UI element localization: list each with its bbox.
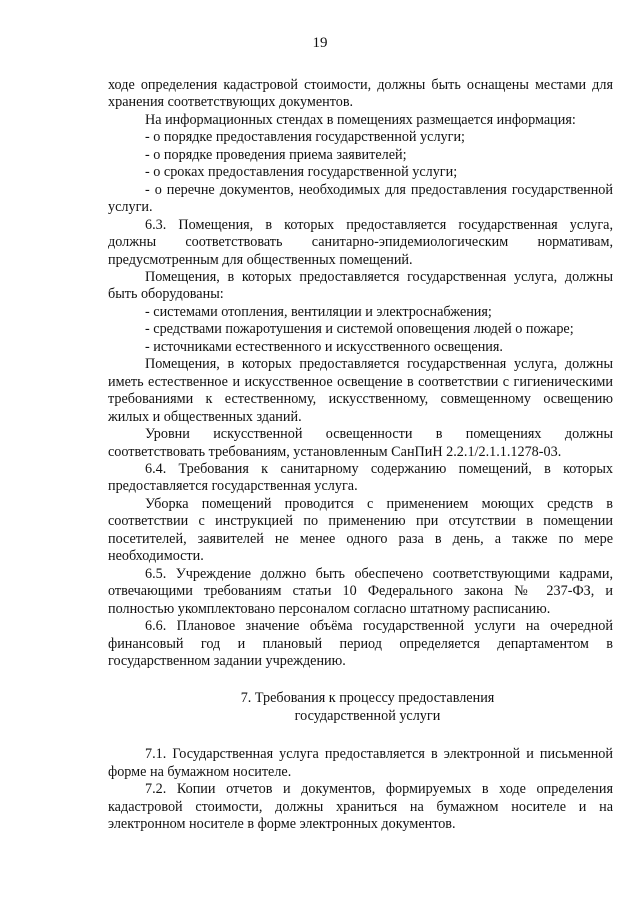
paragraph: Помещения, в которых предоставляется государственная услуга, должны иметь естественное и искусственное освещение в соответствии с гигиеническими требованиями к естественному, искусственному, совмещенному освещению жилых и общественных зданий. xyxy=(108,356,613,425)
paragraph: Уборка помещений проводится с применением моющих средств в соответствии с инструкцией по применению при отсутствии в помещении посетителей, заявителей не менее одного раза в день, а также по мере необходимости. xyxy=(108,495,613,565)
paragraph: ходе определения кадастровой стоимости, должны быть оснащены местами для хранения соответствующих документов. xyxy=(108,77,613,111)
paragraph: 6.3. Помещения, в которых предоставляется государственная услуга, должны соответствовать санитарно-эпидемиологическим нормативам, предусмотренным для общественных помещений. xyxy=(108,216,613,268)
paragraph: 6.5. Учреждение должно быть обеспечено соответствующими кадрами, отвечающими требованиям статьи 10 Федерального закона № 237-ФЗ, и полностью укомплектовано персоналом согласно штатному расписанию. xyxy=(108,565,613,617)
paragraph: 6.4. Требования к санитарному содержанию помещений, в которых предоставляется государственная услуга. xyxy=(108,460,613,495)
paragraph: - средствами пожаротушения и системой оповещения людей о пожаре; xyxy=(145,321,574,338)
section-heading-line-2: государственной услуги xyxy=(294,707,441,724)
section-heading xyxy=(108,690,613,725)
paragraph: - о перечне документов, необходимых для предоставления государственной услуги. xyxy=(108,181,613,216)
paragraph: На информационных стендах в помещениях размещается информация: xyxy=(145,111,576,128)
paragraph: Помещения, в которых предоставляется государственная услуга, должны быть оборудованы: xyxy=(108,268,613,303)
paragraph: - системами отопления, вентиляции и электроснабжения; xyxy=(145,303,492,320)
paragraph: 6.6. Плановое значение объёма государственной услуги на очередной финансовый год и плановый период определяется департаментом в государственном задании учреждению. xyxy=(108,618,613,669)
page-number: 19 xyxy=(312,35,328,51)
paragraph-block-1 xyxy=(108,77,613,670)
paragraph-block-2 xyxy=(108,746,613,833)
paragraph: - о порядке проведения приема заявителей; xyxy=(145,146,407,163)
paragraph: Уровни искусственной освещенности в помещениях должны соответствовать требованиям, установленным СанПиН 2.2.1/2.1.1.1278-03. xyxy=(108,426,613,460)
paragraph: 7.1. Государственная услуга предоставляется в электронной и письменной форме на бумажном носителе. xyxy=(108,746,613,780)
paragraph: - о сроках предоставления государственной услуги; xyxy=(145,164,458,181)
paragraph: 7.2. Копии отчетов и документов, формируемых в ходе определения кадастровой стоимости, должны храниться на бумажном носителе и на электронном носителе в форме электронных документов. xyxy=(108,781,613,833)
paragraph: - о порядке предоставления государственной услуги; xyxy=(145,129,465,146)
section-heading-line-1: 7. Требования к процессу предоставления xyxy=(240,690,495,707)
paragraph: - источниками естественного и искусственного освещения. xyxy=(145,338,503,355)
document-body xyxy=(108,77,613,834)
